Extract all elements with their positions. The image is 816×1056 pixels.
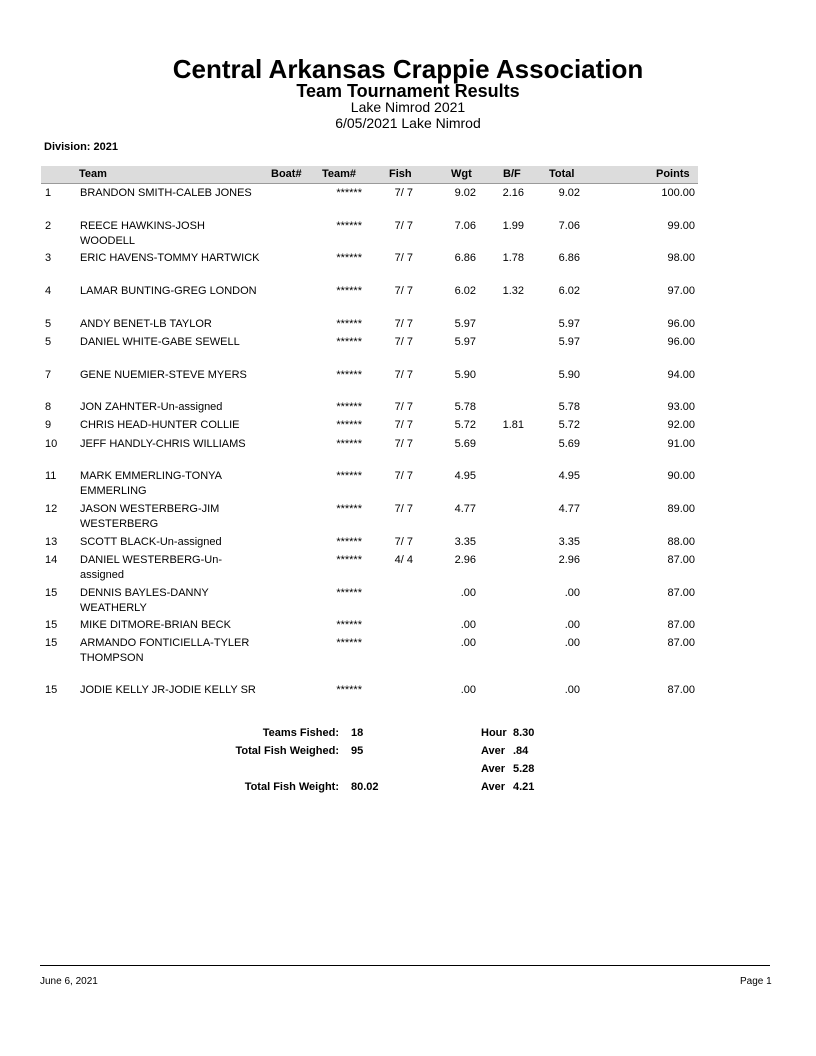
report-subtitle: Team Tournament Results [296,81,520,101]
place-cell: 1 [45,187,52,199]
weight-cell: 5.97 [454,318,476,330]
points-cell: 98.00 [667,252,695,264]
place-cell: 2 [45,220,52,232]
col-points-header: Points [656,168,690,180]
footer-divider [40,965,770,966]
place-cell: 5 [45,318,52,330]
total-cell: .00 [564,684,580,696]
big-fish-cell: 1.32 [502,285,524,297]
lake-name: Lake Nimrod 2021 [350,99,466,115]
table-header [41,166,698,184]
team-name-cell: REECE HAWKINS-JOSH WOODELL [80,220,205,247]
team-name-cell: ANDY BENET-LB TAYLOR [80,318,212,330]
weight-cell: .00 [460,637,476,649]
weight-cell: 5.69 [454,438,476,450]
team-number-cell: ****** [336,401,362,413]
total-fish-value: 95 [351,745,364,757]
big-fish-cell: 2.16 [502,187,524,199]
page-number: Page 1 [740,976,772,987]
weight-cell: 4.77 [454,503,476,515]
big-fish-cell: 1.99 [502,220,524,232]
total-cell: 4.77 [558,503,580,515]
points-cell: 96.00 [667,336,695,348]
points-cell: 97.00 [667,285,695,297]
points-cell: 94.00 [667,369,695,381]
total-cell: 5.78 [558,401,580,413]
team-number-cell: ****** [336,252,362,264]
average-label: Aver [481,763,506,775]
fish-count-cell: 7/ 7 [394,503,413,515]
points-cell: 93.00 [667,401,695,413]
team-number-cell: ****** [336,503,362,515]
points-cell: 87.00 [667,619,695,631]
teams-fished-label: Teams Fished: [262,727,339,739]
points-cell: 87.00 [667,587,695,599]
total-weight-value: 80.02 [351,781,379,793]
team-number-cell: ****** [336,554,362,566]
team-name-cell: JASON WESTERBERG-JIM WESTERBERG [80,503,220,530]
team-number-cell: ****** [336,619,362,631]
team-name-cell: MIKE DITMORE-BRIAN BECK [80,619,231,631]
weight-cell: 2.96 [454,554,476,566]
team-name-cell: JODIE KELLY JR-JODIE KELLY SR [80,684,256,696]
total-cell: 3.35 [558,536,580,548]
place-cell: 15 [45,587,58,599]
points-cell: 91.00 [667,438,695,450]
fish-count-cell: 4/ 4 [394,554,413,566]
average-value: 4.21 [513,781,535,793]
weight-cell: 5.90 [454,369,476,381]
report-title: Central Arkansas Crappie Association [172,54,644,84]
weight-cell: 7.06 [454,220,476,232]
weight-cell: 4.95 [454,470,476,482]
weight-cell: 9.02 [454,187,476,199]
team-number-cell: ****** [336,637,362,649]
place-cell: 5 [45,336,52,348]
fish-count-cell: 7/ 7 [394,438,413,450]
points-cell: 99.00 [667,220,695,232]
big-fish-cell: 1.81 [502,419,524,431]
total-cell: 2.96 [558,554,580,566]
team-number-cell: ****** [336,438,362,450]
team-number-cell: ****** [336,369,362,381]
team-name-cell: GENE NUEMIER-STEVE MYERS [80,369,247,381]
fish-count-cell: 7/ 7 [394,187,413,199]
total-cell: 6.86 [558,252,580,264]
team-number-cell: ****** [336,285,362,297]
average-label: Aver [481,745,506,757]
team-name-cell: MARK EMMERLING-TONYA EMMERLING [80,470,222,497]
team-name-cell: DANIEL WHITE-GABE SEWELL [80,336,240,348]
fish-count-cell: 7/ 7 [394,220,413,232]
weight-cell: 5.97 [454,336,476,348]
total-cell: 5.90 [558,369,580,381]
place-cell: 14 [45,554,58,566]
col-bf-header: B/F [503,168,521,180]
footer-date: June 6, 2021 [40,976,98,987]
weight-cell: 5.78 [454,401,476,413]
col-teamno-header: Team# [322,168,357,180]
total-cell: 7.06 [558,220,580,232]
team-name-cell: ERIC HAVENS-TOMMY HARTWICK [80,252,260,264]
team-name-cell: JON ZAHNTER-Un-assigned [80,401,223,413]
fish-count-cell: 7/ 7 [394,252,413,264]
total-cell: 9.02 [558,187,580,199]
points-cell: 96.00 [667,318,695,330]
team-number-cell: ****** [336,336,362,348]
total-cell: 5.72 [558,419,580,431]
points-cell: 87.00 [667,684,695,696]
place-cell: 9 [45,419,52,431]
place-cell: 15 [45,684,58,696]
weight-cell: .00 [460,619,476,631]
total-cell: 4.95 [558,470,580,482]
points-cell: 88.00 [667,536,695,548]
average-value: .84 [513,745,529,757]
points-cell: 87.00 [667,637,695,649]
teams-fished-value: 18 [351,727,364,739]
team-name-cell: SCOTT BLACK-Un-assigned [80,536,222,548]
total-cell: .00 [564,619,580,631]
col-boat-header: Boat# [271,168,302,180]
fish-count-cell: 7/ 7 [394,285,413,297]
col-team-header: Team [79,168,107,180]
team-number-cell: ****** [336,587,362,599]
col-total-header: Total [549,168,575,180]
place-cell: 10 [45,438,58,450]
place-cell: 8 [45,401,52,413]
division-label: Division: 2021 [44,141,118,153]
average-value: 5.28 [513,763,535,775]
team-number-cell: ****** [336,187,362,199]
team-name-cell: JEFF HANDLY-CHRIS WILLIAMS [80,438,246,450]
place-cell: 11 [45,470,57,482]
hour-label: Hour [481,727,507,739]
team-number-cell: ****** [336,536,362,548]
team-number-cell: ****** [336,470,362,482]
total-fish-label: Total Fish Weighed: [235,745,339,757]
fish-count-cell: 7/ 7 [394,336,413,348]
team-name-cell: DANIEL WESTERBERG-Un-assigned [80,554,223,581]
team-number-cell: ****** [336,220,362,232]
team-name-cell: DENNIS BAYLES-DANNY WEATHERLY [80,587,209,614]
total-weight-label: Total Fish Weight: [244,781,339,793]
points-cell: 100.00 [661,187,695,199]
tournament-date: 6/05/2021 Lake Nimrod [335,115,481,131]
fish-count-cell: 7/ 7 [394,318,413,330]
points-cell: 92.00 [667,419,695,431]
team-number-cell: ****** [336,684,362,696]
average-label: Aver [481,781,506,793]
points-cell: 87.00 [667,554,695,566]
team-name-cell: CHRIS HEAD-HUNTER COLLIE [80,419,240,431]
weight-cell: .00 [460,587,476,599]
points-cell: 90.00 [667,470,695,482]
total-cell: .00 [564,637,580,649]
hour-value: 8.30 [513,727,535,739]
total-cell: 6.02 [558,285,580,297]
col-fish-header: Fish [389,168,412,180]
place-cell: 12 [45,503,58,515]
place-cell: 4 [45,285,52,297]
place-cell: 13 [45,536,58,548]
place-cell: 3 [45,252,52,264]
team-number-cell: ****** [336,318,362,330]
team-name-cell: BRANDON SMITH-CALEB JONES [80,187,252,199]
team-number-cell: ****** [336,419,362,431]
big-fish-cell: 1.78 [502,252,524,264]
weight-cell: 6.86 [454,252,476,264]
points-cell: 89.00 [667,503,695,515]
fish-count-cell: 7/ 7 [394,401,413,413]
place-cell: 15 [45,619,58,631]
team-name-cell: LAMAR BUNTING-GREG LONDON [80,285,257,297]
fish-count-cell: 7/ 7 [394,470,413,482]
weight-cell: .00 [460,684,476,696]
fish-count-cell: 7/ 7 [394,369,413,381]
total-cell: 5.97 [558,336,580,348]
place-cell: 15 [45,637,58,649]
total-cell: 5.69 [558,438,580,450]
team-name-cell: ARMANDO FONTICIELLA-TYLER THOMPSON [80,637,250,664]
col-wgt-header: Wgt [451,168,472,180]
place-cell: 7 [45,369,52,381]
weight-cell: 3.35 [454,536,476,548]
total-cell: .00 [564,587,580,599]
weight-cell: 6.02 [454,285,476,297]
total-cell: 5.97 [558,318,580,330]
weight-cell: 5.72 [454,419,476,431]
fish-count-cell: 7/ 7 [394,419,413,431]
fish-count-cell: 7/ 7 [394,536,413,548]
